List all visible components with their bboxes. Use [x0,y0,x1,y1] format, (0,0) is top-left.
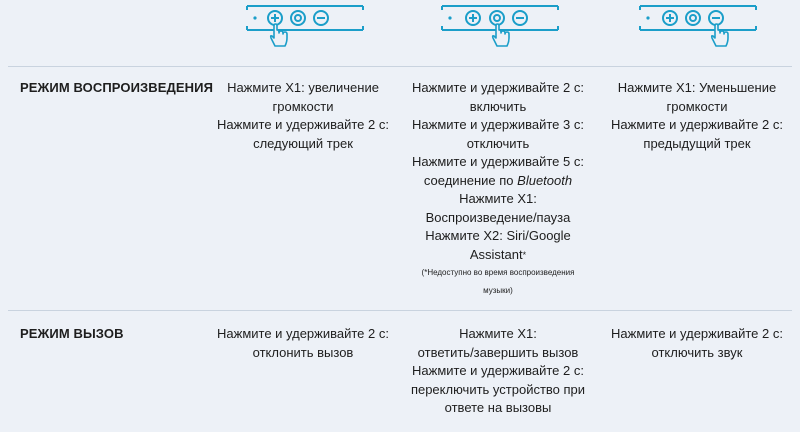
dot-icon [448,16,451,19]
playback-volume-down-cell [602,79,792,153]
bluetooth-prefix: соединение по [423,172,518,188]
cell-line-assistant [403,246,593,265]
hand-pointer-icon [493,24,509,46]
button-panel-center [440,4,560,56]
call-volume-down-cell [602,325,792,362]
button-diagrams [0,0,800,66]
cell-line: предыдущий трек [643,135,751,151]
minus-icon [513,11,527,25]
circle-icon [490,11,504,25]
cell-line: ответе на вызовы [444,400,552,415]
cell-line: Нажмите X2: Siri/Google [425,228,571,243]
cell-line: Нажмите и удерживайте 2 с: [412,363,584,378]
row-title-playback: РЕЖИМ ВОСПРОИЗВЕДЕНИЯ [20,80,214,95]
dot-icon [253,16,256,19]
cell-line: включить [469,98,527,114]
cell-line: Нажмите и удерживайте 2 с: [217,117,389,132]
cell-line: Нажмите и удерживайте 2 с: [611,326,783,341]
cell-line: громкости [272,98,334,114]
cell-line: Нажмите и удерживайте 2 с: [217,326,389,341]
cell-line: Нажмите и удерживайте 2 с: [611,117,783,132]
cell-line: Воспроизведение/пауза [425,209,571,225]
cell-line: следующий трек [253,135,353,151]
footnote-line: музыки) [483,286,513,295]
playback-center-cell [403,79,593,300]
button-panel-volume-down [638,4,758,56]
divider-top [8,66,792,67]
cell-line: Нажмите X1: увеличение [227,80,379,95]
minus-icon [314,11,328,25]
cell-line: Нажмите X1: [459,191,537,206]
call-volume-up-cell [208,325,398,362]
minus-icon [709,11,723,25]
plus-icon [663,11,677,25]
plus-icon [268,11,282,25]
cell-line: Нажмите и удерживайте 2 с: [412,80,584,95]
cell-line: отключить [466,135,530,151]
cell-line: ответить/завершить вызов [417,344,579,360]
circle-icon [686,11,700,25]
cell-line: отключить звук [651,344,743,360]
cell-line: громкости [666,98,728,114]
assistant-text: Assistant [469,246,523,262]
playback-volume-up-cell [208,79,398,153]
footnote-line: (*Недоступно во время воспроизведения [421,268,575,277]
row-title-call: РЕЖИМ ВЫЗОВ [20,326,124,341]
call-center-cell [403,325,593,418]
cell-line-bluetooth [403,172,593,191]
cell-line: Нажмите и удерживайте 3 с: [412,117,584,132]
circle-icon [291,11,305,25]
bluetooth-text: Bluetooth [517,172,573,188]
plus-icon [466,11,480,25]
cell-line: Нажмите и удерживайте 5 с: [412,154,584,169]
button-panel-volume-up [245,4,365,56]
cell-line: Нажмите X1: Уменьшение [617,80,777,95]
cell-line: Нажмите X1: [459,326,537,341]
cell-line: отклонить вызов [252,344,354,360]
dot-icon [646,16,649,19]
footnote-mark: * [522,249,527,260]
divider-middle [8,310,792,311]
hand-pointer-icon [271,24,287,46]
hand-pointer-icon [712,24,728,46]
cell-line: переключить устройство при [410,381,586,397]
